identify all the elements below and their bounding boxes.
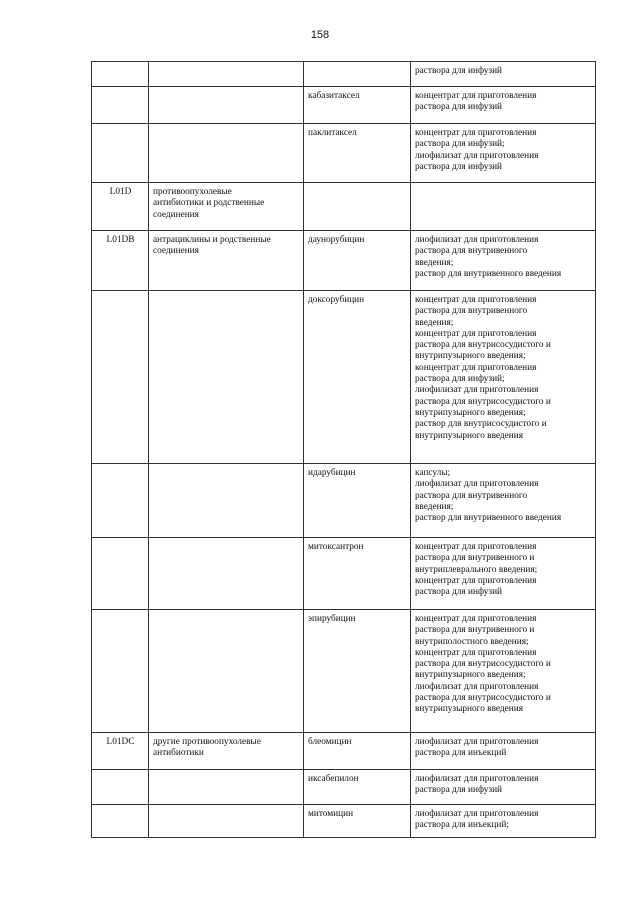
pharmacological-group-cell-text: противоопухолевые антибиотики и родственные соединения: [153, 187, 265, 220]
dosage-forms-cell: [411, 183, 596, 231]
dosage-forms-cell: [411, 805, 596, 838]
dosage-forms-cell: [411, 538, 596, 610]
atc-code-cell: [92, 538, 149, 610]
dosage-forms-cell: [411, 770, 596, 805]
table-row: [92, 291, 596, 464]
table-row: [92, 770, 596, 805]
pharmacological-group-cell-text: антрациклины и родственные соединения: [153, 235, 271, 257]
drug-name-cell: [304, 464, 411, 538]
atc-code-cell: [92, 770, 149, 805]
dosage-forms-cell-text: лиофилизат для приготовления раствора для инъекций;: [415, 809, 539, 831]
dosage-forms-cell-text: концентрат для приготовления раствора для внутривенного введения; концентрат для приготовления раствора для внутрисосудистого и внутрипузырного введения; концентрат для приготовления раствора для инфузий; лиофилизат для приготовления раствора для внутрисосудистого и внутрипузырного введения; раствор для внутрисосудистого и внутрипузырного введения: [415, 295, 551, 441]
pharmacological-group-cell: [149, 87, 304, 124]
dosage-forms-cell: [411, 610, 596, 733]
atc-code-cell: [92, 124, 149, 183]
table-row: [92, 733, 596, 770]
drug-name-cell-text: митоксантрон: [308, 542, 364, 552]
drug-name-cell: [304, 62, 411, 87]
dosage-forms-cell-text: капсулы; лиофилизат для приготовления раствора для внутривенного введения; раствор для внутривенного введения: [415, 468, 562, 524]
dosage-forms-cell: [411, 464, 596, 538]
drug-name-cell: [304, 805, 411, 838]
table-body: [92, 62, 596, 838]
dosage-forms-cell: [411, 62, 596, 87]
dosage-forms-cell: [411, 291, 596, 464]
drug-name-cell-text: даунорубицин: [308, 235, 365, 245]
atc-code-cell: [92, 183, 149, 231]
table-row: [92, 805, 596, 838]
page-number: 158: [310, 29, 330, 41]
table-row: [92, 231, 596, 291]
table-row: [92, 538, 596, 610]
drug-name-cell: [304, 87, 411, 124]
dosage-forms-cell: [411, 231, 596, 291]
drug-name-cell: [304, 124, 411, 183]
atc-code-cell: [92, 231, 149, 291]
drug-name-cell-text: иксабепилон: [308, 774, 359, 784]
pharmacological-group-cell: [149, 610, 304, 733]
drug-name-cell-text: митомицин: [308, 809, 354, 819]
table-row: [92, 464, 596, 538]
dosage-forms-cell-text: концентрат для приготовления раствора для инфузий; лиофилизат для приготовления раствора для инфузий: [415, 128, 539, 172]
atc-code-cell: [92, 291, 149, 464]
table-row: [92, 87, 596, 124]
dosage-forms-cell-text: концентрат для приготовления раствора для внутривенного и внутриплеврального введения; концентрат для приготовления раствора для инфузий: [415, 542, 538, 598]
pharmacological-group-cell: [149, 231, 304, 291]
dosage-forms-cell-text: концентрат для приготовления раствора для внутривенного и внутриполостного введения; концентрат для приготовления раствора для внутрисосудистого и внутрипузырного введения; лиофилизат для приготовления раствора для внутрисосудистого и внутрипузырного введения: [415, 614, 551, 715]
drug-name-cell-text: эпирубицин: [308, 614, 356, 624]
pharmacological-group-cell: [149, 770, 304, 805]
atc-code-cell-text: L01DC: [106, 737, 135, 747]
atc-code-cell: [92, 62, 149, 87]
pharmacological-group-cell: [149, 124, 304, 183]
pharmacological-group-cell: [149, 733, 304, 770]
atc-code-cell: [92, 87, 149, 124]
pharmacological-group-cell: [149, 62, 304, 87]
drug-name-cell: [304, 538, 411, 610]
drug-name-cell: [304, 291, 411, 464]
pharmacological-group-cell-text: другие противоопухолевые антибиотики: [153, 737, 261, 759]
dosage-forms-cell-text: концентрат для приготовления раствора для инфузий: [415, 91, 537, 113]
drug-classification-table: [91, 61, 596, 838]
dosage-forms-cell: [411, 87, 596, 124]
drug-name-cell-text: доксорубицин: [308, 295, 365, 305]
drug-name-cell: [304, 733, 411, 770]
pharmacological-group-cell: [149, 464, 304, 538]
dosage-forms-cell: [411, 733, 596, 770]
atc-code-cell: [92, 733, 149, 770]
atc-code-cell: [92, 805, 149, 838]
table-row: [92, 610, 596, 733]
drug-name-cell-text: блеомицин: [308, 737, 352, 747]
pharmacological-group-cell: [149, 183, 304, 231]
pharmacological-group-cell: [149, 805, 304, 838]
atc-code-cell: [92, 464, 149, 538]
table-row: [92, 124, 596, 183]
drug-name-cell: [304, 610, 411, 733]
atc-code-cell-text: L01DB: [106, 235, 135, 245]
dosage-forms-cell-text: лиофилизат для приготовления раствора для инфузий: [415, 774, 539, 796]
dosage-forms-cell-text: раствора для инфузий: [415, 66, 503, 76]
dosage-forms-cell-text: лиофилизат для приготовления раствора для внутривенного введения; раствор для внутривенного введения: [415, 235, 562, 279]
atc-code-cell-text: L01D: [109, 187, 132, 197]
drug-name-cell-text: кабазитаксел: [308, 91, 360, 101]
drug-name-cell-text: паклитаксел: [308, 128, 357, 138]
pharmacological-group-cell: [149, 291, 304, 464]
table-row: [92, 62, 596, 87]
drug-name-cell: [304, 183, 411, 231]
table-row: [92, 183, 596, 231]
atc-code-cell: [92, 610, 149, 733]
drug-name-cell: [304, 231, 411, 291]
drug-name-cell: [304, 770, 411, 805]
dosage-forms-cell: [411, 124, 596, 183]
dosage-forms-cell-text: лиофилизат для приготовления раствора для инъекций: [415, 737, 539, 759]
drug-name-cell-text: идарубицин: [308, 468, 356, 478]
pharmacological-group-cell: [149, 538, 304, 610]
